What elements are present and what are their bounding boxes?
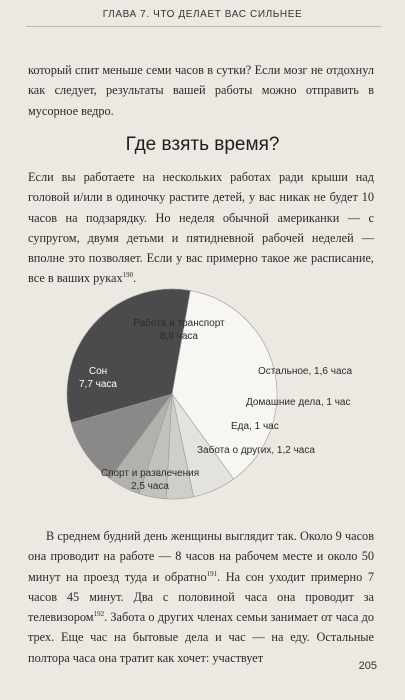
footnote-ref: 191	[206, 569, 218, 578]
paragraph-bottom	[28, 526, 374, 668]
paragraph-middle-text: Если вы работаете на нескольких работах ради крыши над головой и/или в одиночку растите детей, у вас никак не будет 10 часов на подзарядку. Но неделя обычной американки — с супругом, двумя детьми и пятидневной рабочей неделей — вполне это позволяет. Если у вас примерно такое же расписание, все в ваших руках	[28, 170, 374, 286]
page-number: 205	[358, 660, 377, 672]
label-sleep-title: Сон	[88, 366, 108, 377]
label-food: Еда, 1 час	[231, 421, 279, 432]
paragraph-bottom-part3: . Забота о других членах семьи занимает от часа до трех. Еще час на бытовые дела и час — на еду. Остальные полтора часа она тратит как хочет: участвует	[28, 610, 374, 665]
label-work-value: 8,9 часа	[159, 331, 199, 342]
header-rule	[26, 26, 381, 27]
label-house: Домашние дела, 1 час	[246, 397, 351, 408]
label-sport-value: 2,5 часа	[130, 481, 170, 492]
label-sleep-value: 7,7 часа	[78, 379, 118, 390]
running-head: ГЛАВА 7. ЧТО ДЕЛАЕТ ВАС СИЛЬНЕЕ	[102, 9, 303, 20]
label-care: Забота о других, 1,2 часа	[197, 445, 315, 456]
paragraph-bottom-part1: В среднем будний день женщины выглядит так. Около 9 часов она проводит на работе — 8 часов на рабочем месте и около 50 минут на проезд туда и обратно	[28, 529, 374, 584]
section-heading: Где взять время?	[125, 134, 280, 155]
paragraph-middle	[28, 167, 374, 289]
paragraph-bottom-part2: . На сон уходит примерно 7 часов 45 минут. Два с половиной часа она проводит за телевизором	[28, 569, 374, 625]
label-work-title: Работа и транспорт	[133, 318, 225, 329]
paragraph-middle-end: .	[133, 271, 137, 286]
paragraph-top: который спит меньше семи часов в сутки? Если мозг не отдохнул как следует, результаты вашей работы можно отправить в мусорное ведро.	[28, 63, 374, 118]
footnote-ref: 190	[122, 271, 134, 280]
label-sport-title: Спорт и развлечения	[100, 468, 200, 479]
footnote-ref: 192	[93, 610, 105, 619]
pie-chart	[0, 276, 405, 516]
label-other: Остальное, 1,6 часа	[258, 366, 353, 377]
